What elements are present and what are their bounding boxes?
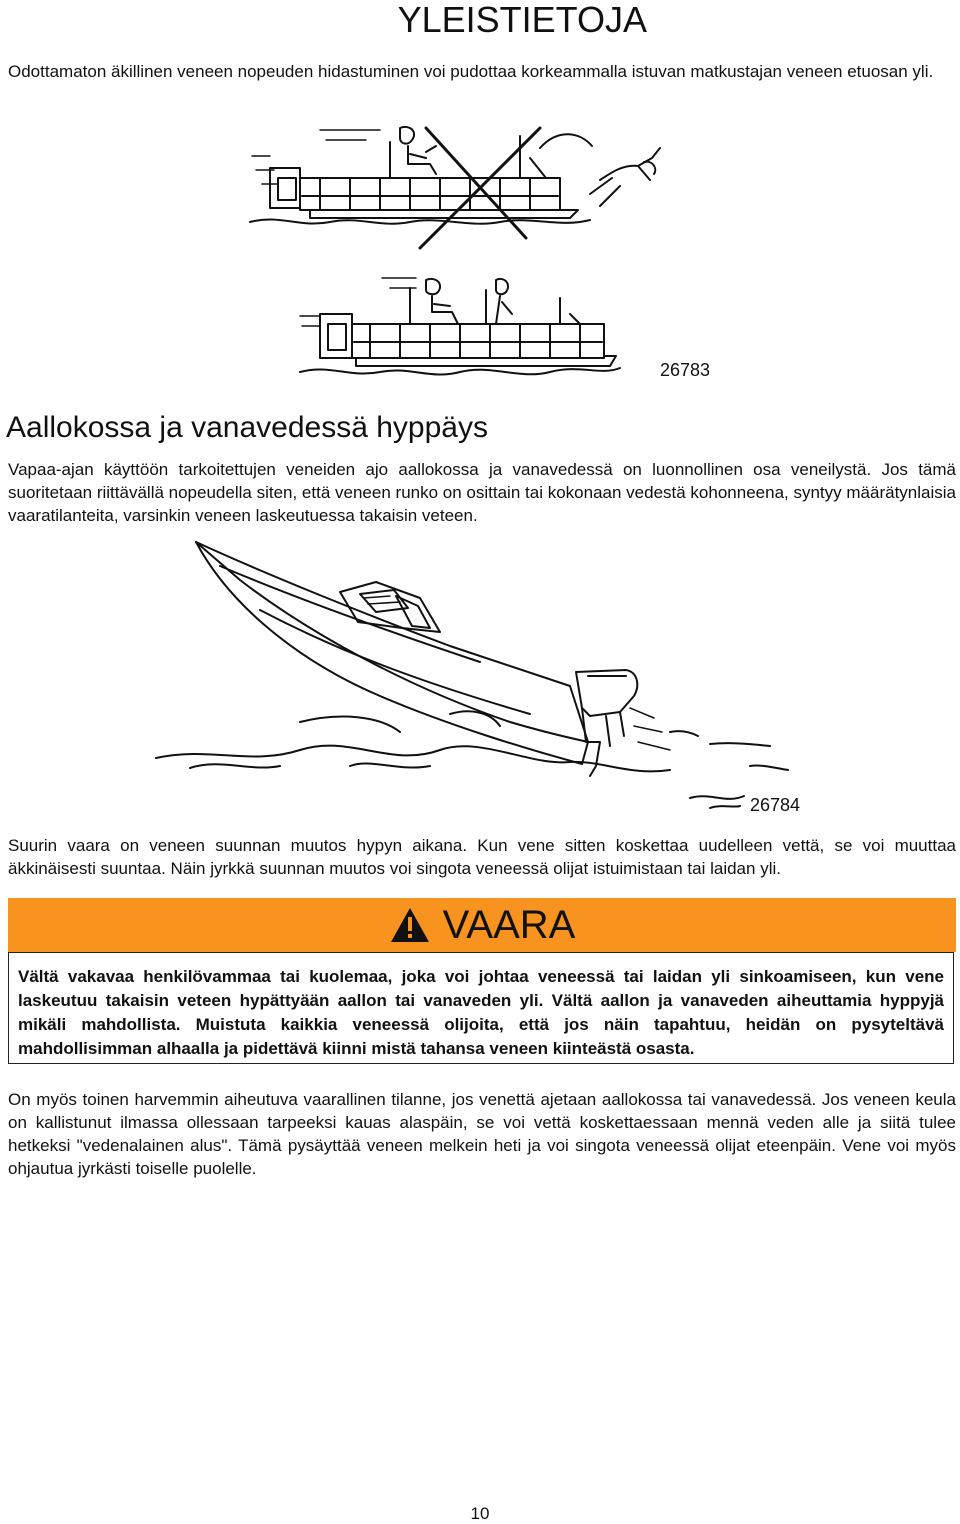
pontoon-boat-unsafe [250, 127, 660, 248]
boat-jump-illustration [150, 536, 810, 816]
figure-number: 26783 [660, 360, 711, 380]
warning-triangle-icon [389, 906, 431, 944]
intro-paragraph: Odottamaton äkillinen veneen nopeuden hidastuminen voi pudottaa korkeammalla istuvan matkustajan veneen etuosan yli. [8, 62, 934, 81]
warning-title: VAARA [442, 902, 576, 947]
body-paragraph: On myös toinen harvemmin aiheutuva vaarallinen tilanne, jos venettä ajetaan aallokossa tai vanavedessä. Jos veneen keula on kallistunut ilmassa ollessaan tarpeeksi kauas alaspäin, se voi vettä koskettaessaan mennä veden alle ja siitä tulee hetkeksi "vedenalainen alus". Tämä pysäyttää veneen melkein heti ja voi singota veneessä olijat eteenpäin. Vene voi myös ohjautua jyrkästi toiselle puolelle. [8, 1090, 956, 1178]
pontoon-boat-safe [300, 278, 620, 375]
page-title: YLEISTIETOJA [397, 0, 647, 40]
page-number: 10 [470, 1504, 490, 1523]
warning-text: Vältä vakavaa henkilövammaa tai kuolemaa, joka voi johtaa veneessä tai laidan yli sinkoamiseen, kun vene laskeutuu takaisin veteen hypättyään aallon tai vanaveden yli. Vältä aallon ja vanaveden aiheuttamia hyppyjä mikäli mahdollista. Muistuta kaikkia veneessä olijoita, että jos näin tapahtuu, heidän on pysyteltävä mahdollisimman alhaalla ja pidettävä kiinni mistä tahansa veneen kiinteästä osasta. [8, 952, 954, 1064]
warning-header [8, 898, 956, 952]
body-paragraph: Suurin vaara on veneen suunnan muutos hypyn aikana. Kun vene sitten koskettaa uudelleen vettä, se voi muuttaa äkkinäisesti suuntaa. Näin jyrkkä suunnan muutos voi singota veneessä olijat istuimistaan tai laidan yli. [8, 836, 956, 878]
section-paragraph: Vapaa-ajan käyttöön tarkoitettujen veneiden ajo aallokossa ja vanavedessä on luonnollinen osa veneilystä. Jos tämä suoritetaan riittävällä nopeudella siten, että veneen runko on osittain tai kokonaan vedestä kohonneena, syntyy määrätynlaisia vaaratilanteita, varsinkin veneen laskeutuessa takaisin veteen. [8, 460, 956, 525]
figure-number: 26784 [750, 795, 801, 815]
pontoon-boat-illustration [240, 118, 720, 383]
section-heading: Aallokossa ja vanavedessä hyppäys [6, 411, 488, 444]
